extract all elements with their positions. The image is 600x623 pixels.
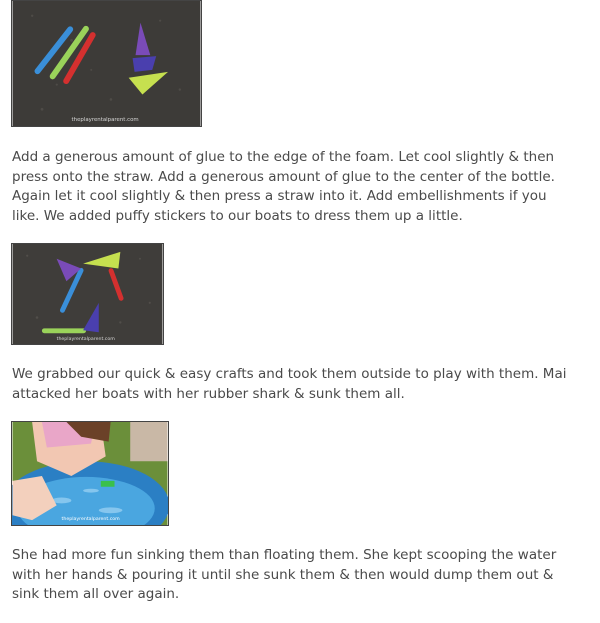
photo-child-pool-graphic xyxy=(12,422,168,525)
photo-watermark: theplayrentalparent.com xyxy=(71,117,139,124)
photo-watermark: theplayrentalparent.com xyxy=(56,337,115,343)
photo-straws-and-foam-graphic xyxy=(12,1,201,126)
instruction-paragraph-glue: Add a generous amount of glue to the edge of the foam. Let cool slightly & then press onto the straw. Add a generous amount of glue to the center of the bottle. Again let it cool slightly & then press a straw into it. Add embellishments if you like. We added puffy stickers to our boats to dress them up a little. xyxy=(12,149,555,224)
photo-straws-and-foam xyxy=(11,0,202,127)
sinking-paragraph: She had more fun sinking them than floating them. She kept scooping the water with her hands & pouring it until she sunk them & then would dump them out & sink them all over again. xyxy=(12,547,557,602)
photo-assembled-sails xyxy=(11,243,164,345)
outside-play-paragraph: We grabbed our quick & easy crafts and took them outside to play with them. Mai attacked her boats with her rubber shark & sunk them all. xyxy=(12,366,567,402)
photo-child-pool xyxy=(11,421,169,526)
photo-watermark: theplayrentalparent.com xyxy=(61,517,120,523)
photo-assembled-sails-graphic xyxy=(12,244,163,344)
